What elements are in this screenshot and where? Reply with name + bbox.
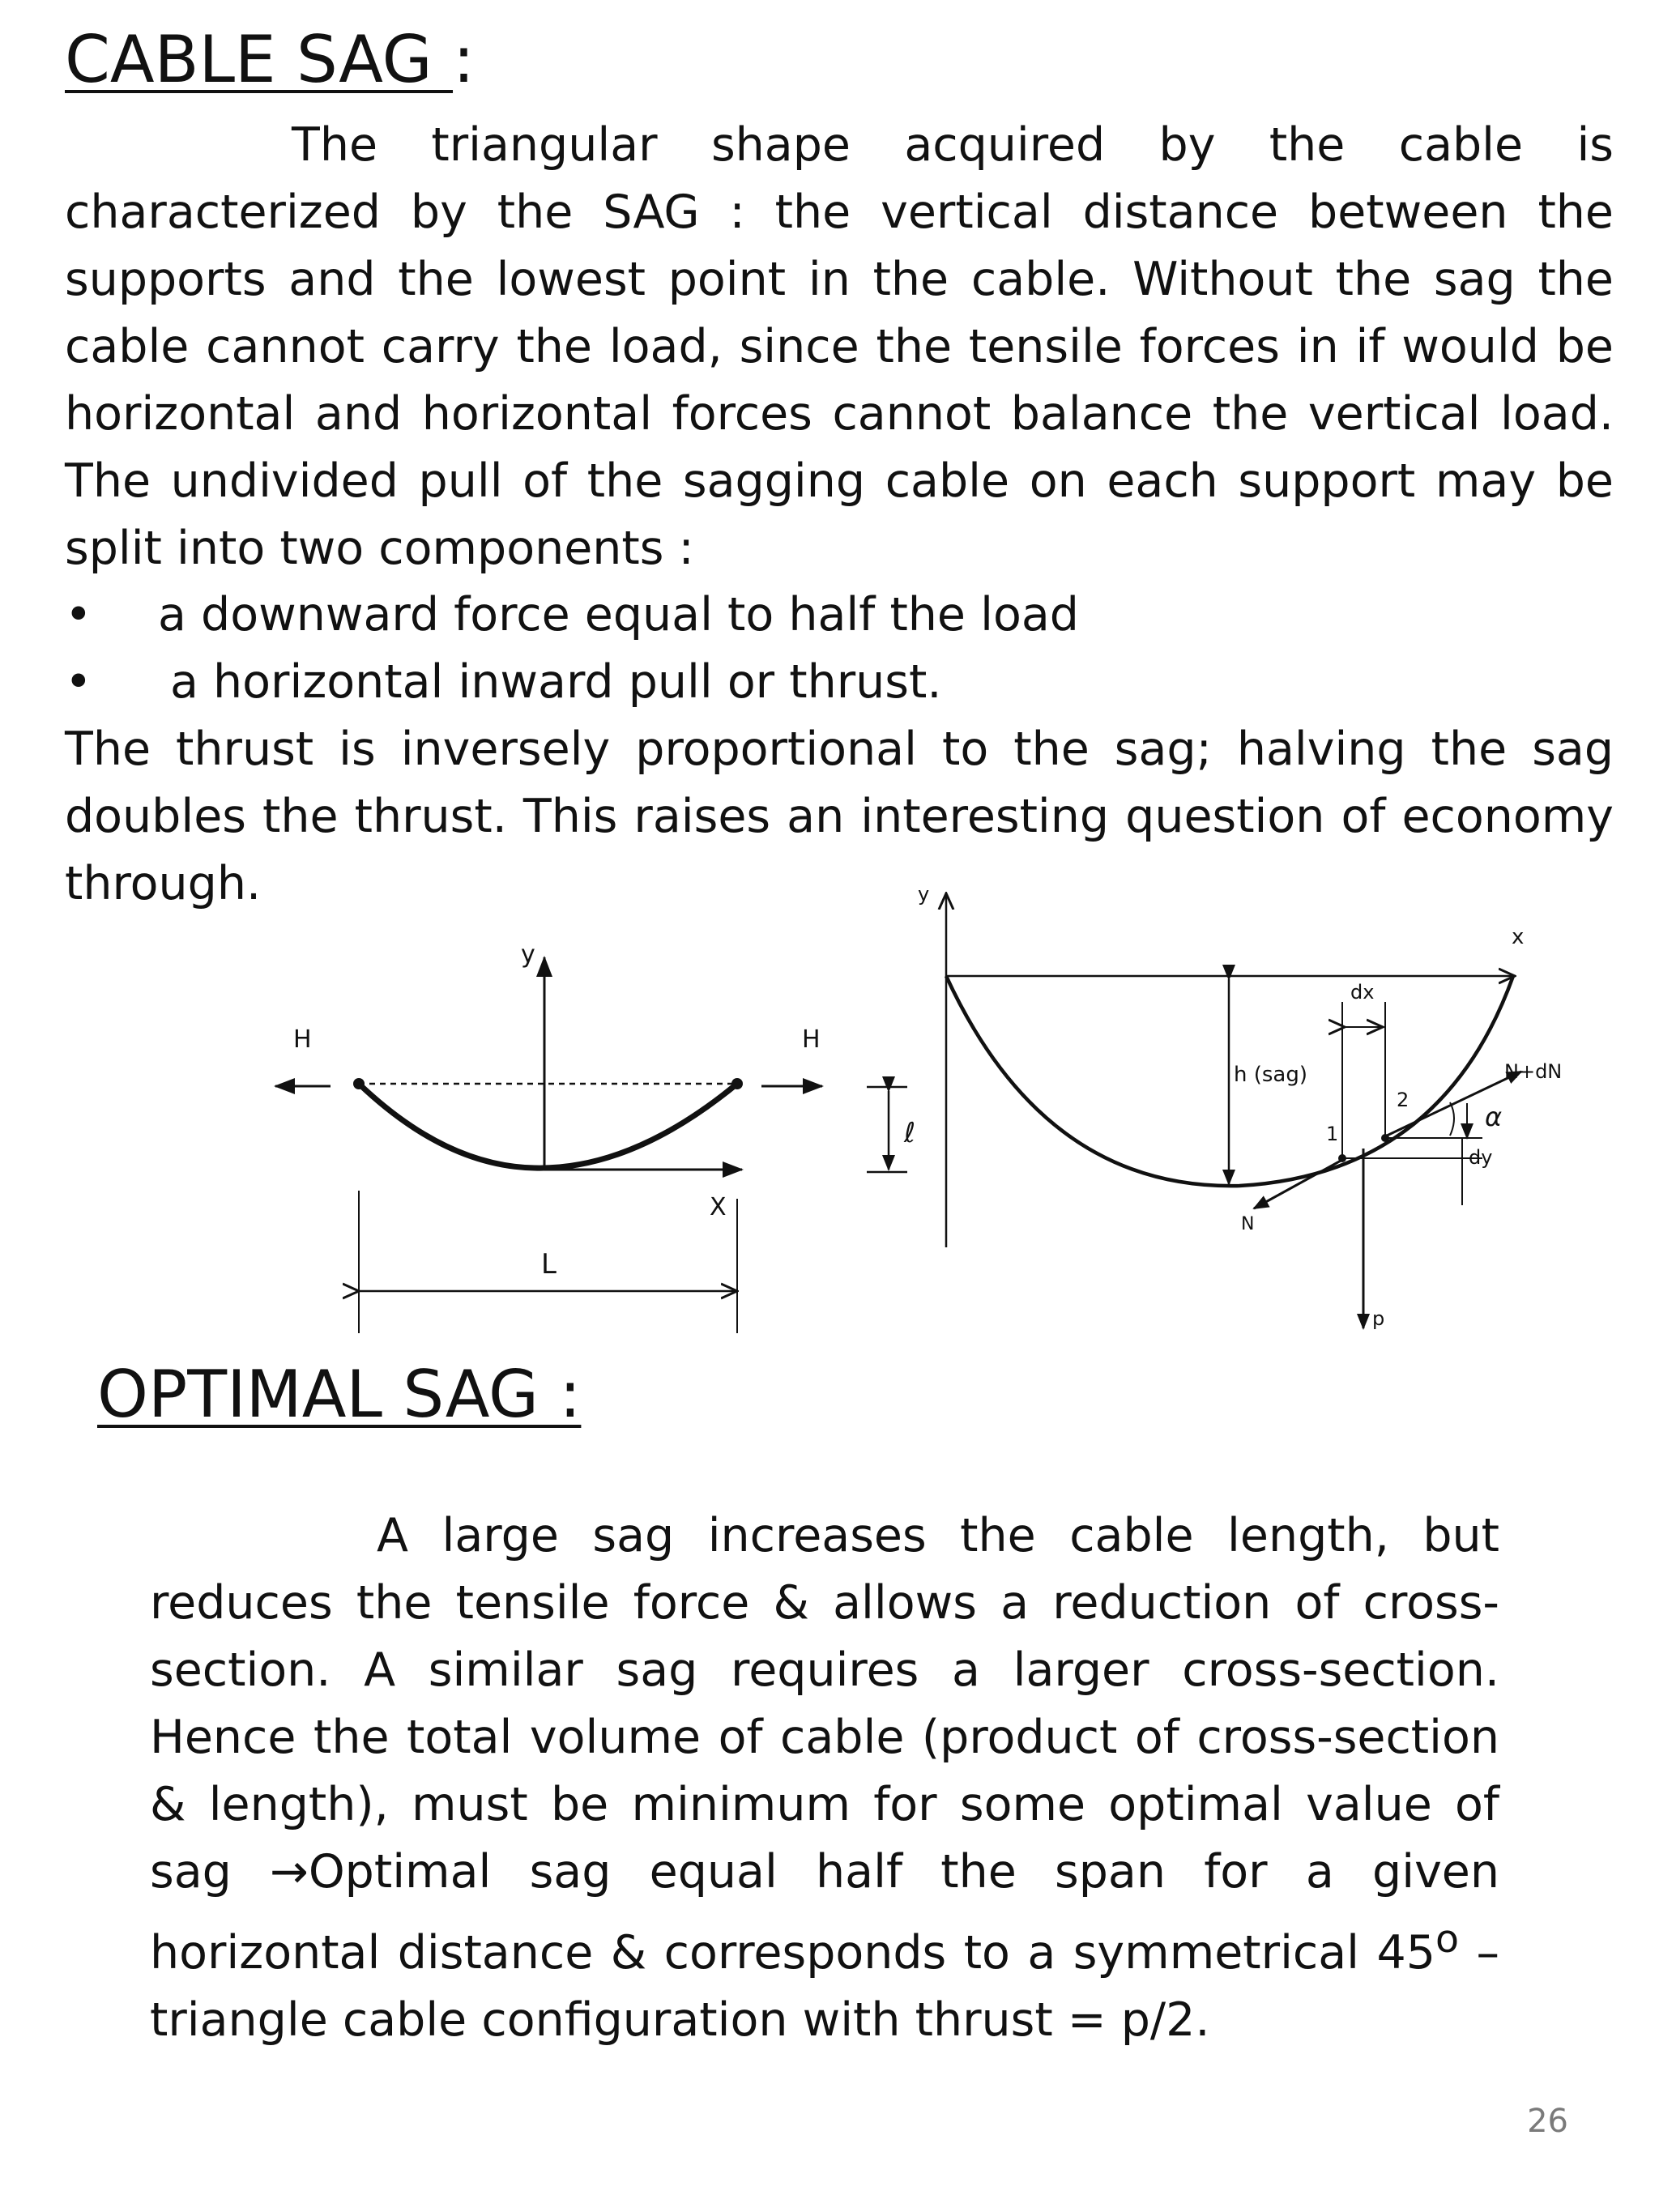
cable-curve <box>359 1084 737 1168</box>
cable-sag-heading-text: CABLE SAG <box>65 22 454 97</box>
h-right-label: H <box>802 1025 821 1054</box>
sag-h-label: h (sag) <box>1234 1063 1308 1087</box>
sag-label: ℓ <box>904 1117 916 1149</box>
right-cable-diagram <box>918 883 1562 1330</box>
dx-label: dx <box>1350 981 1375 1004</box>
p-label: p <box>1372 1307 1385 1330</box>
cable-sag-intro-paragraph: The triangular shape acquired by the cable is characterized by the SAG : the vertical distance between the supports and the lowest point in the cable. Without the sag the cable cannot carry the load, since the tensile forces in if would be horizontal and horizontal forces cannot balance the vertical load. The undivided pull of the sagging cable on each support may be split into two components : <box>65 118 1614 575</box>
optimal-sag-body-part1: A large sag increases the cable length, but reduces the tensile force & allows a reduction of cross-section. A similar sag requires a larger cross-section. Hence the total volume of cable (product of cross-section & length), must be minimum for some optimal value of sag →Optimal sag equal half the span for a given horizontal distance & corresponds to a symmetrical 45 <box>150 1509 1499 1980</box>
y-axis-label: y <box>521 940 535 969</box>
thrust-paragraph: The thrust is inversely proportional to the sag; halving the sag doubles the thrust. This raises an interesting question of economy through. <box>65 722 1614 910</box>
optimal-sag-paragraph <box>150 1502 1499 2054</box>
page-number: 26 <box>1527 2103 1568 2140</box>
cable-sag-heading-colon: : <box>453 22 475 97</box>
bullet-symbol: • <box>65 655 92 709</box>
alpha-angle-arc <box>1450 1102 1454 1136</box>
y-axis-label: y <box>918 883 930 906</box>
x-axis-label: x <box>1512 925 1525 949</box>
point-1-marker <box>1338 1154 1346 1162</box>
right-support-point <box>731 1078 743 1089</box>
optimal-sag-body-part2: – triangle cable configuration with thrust = p/2. <box>150 1926 1499 2047</box>
optimal-sag-heading <box>97 1357 582 1432</box>
bullet-text: a downward force equal to half the load <box>158 588 1079 641</box>
degree-superscript: o <box>1435 1917 1460 1962</box>
optimal-sag-heading-text: OPTIMAL SAG : <box>97 1357 582 1432</box>
left-cable-diagram <box>275 940 915 1333</box>
bullet-text: a horizontal inward pull or thrust. <box>170 655 942 709</box>
dy-label: dy <box>1469 1146 1493 1169</box>
point-2-label: 2 <box>1397 1089 1410 1111</box>
n-label: N <box>1241 1214 1255 1234</box>
left-support-point <box>353 1078 365 1089</box>
bullet-symbol: • <box>65 588 92 641</box>
span-label: L <box>541 1248 557 1281</box>
point-2-marker <box>1381 1134 1389 1142</box>
point-1-label: 1 <box>1326 1123 1339 1145</box>
n-plus-dn-label: N+dN <box>1504 1060 1563 1083</box>
alpha-label: α <box>1485 1102 1503 1132</box>
x-axis-label: X <box>710 1193 727 1221</box>
h-left-label: H <box>293 1025 312 1054</box>
